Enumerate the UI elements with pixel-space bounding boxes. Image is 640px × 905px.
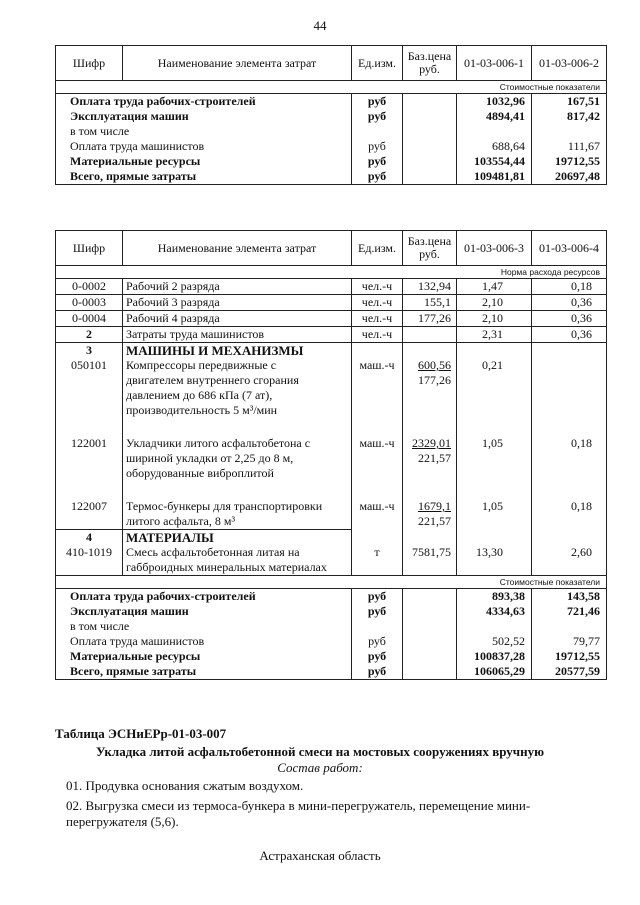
summary-value-b: 817,42: [532, 109, 607, 124]
summary-unit: руб: [352, 169, 403, 185]
machine-row: [56, 481, 607, 530]
summary-block: [56, 94, 607, 185]
header-price: Баз.цена руб.: [403, 231, 457, 266]
worker-unit: чел.-ч: [352, 295, 403, 311]
summary-row: [56, 604, 607, 619]
section-name: МАШИНЫ И МЕХАНИЗМЫ: [123, 343, 352, 359]
worker-name: Рабочий 2 разряда: [123, 279, 352, 295]
worker-value-a: 2,10: [457, 295, 532, 311]
machine-value-b: [532, 358, 607, 418]
machine-price-total: 600,56: [418, 358, 451, 372]
section-code: 4: [56, 530, 123, 546]
summary-label: в том числе: [56, 124, 352, 139]
cost-table-2: [55, 230, 607, 680]
summary-row: [56, 154, 607, 169]
material-unit: т: [352, 545, 403, 576]
machine-name: Термос-бункеры для транспортировки литого асфальта, 8 м³: [123, 481, 352, 530]
summary-label: в том числе: [56, 619, 352, 634]
summary-value-b: 111,67: [532, 139, 607, 154]
machine-code: 050101: [56, 358, 123, 418]
summary-price: [403, 139, 457, 154]
machine-value-a: 1,05: [457, 481, 532, 530]
summary-row: [56, 664, 607, 680]
works-label: Состав работ:: [277, 760, 363, 775]
table-header-row: [56, 46, 607, 81]
worker-value-a: 1,47: [457, 279, 532, 295]
summary-label: Оплата труда рабочих-строителей: [56, 94, 352, 110]
summary-value-b: 20577,59: [532, 664, 607, 680]
summary-value-b: [532, 124, 607, 139]
summary-label: Материальные ресурсы: [56, 154, 352, 169]
subheader-norm: Норма расхода ресурсов: [56, 266, 607, 279]
worker-unit: чел.-ч: [352, 279, 403, 295]
machine-price-labor: 221,57: [418, 514, 451, 528]
subheader-row: [56, 266, 607, 279]
subheader-row: [56, 81, 607, 94]
machine-name: Укладчики литого асфальтобетона с шириной укладки от 2,25 до 8 м, оборудованные виброплитой: [123, 418, 352, 481]
summary-unit: руб: [352, 604, 403, 619]
section-name: МАТЕРИАЛЫ: [123, 530, 352, 546]
summary-price: [403, 604, 457, 619]
worker-row: [56, 279, 607, 295]
summary-row: [56, 94, 607, 110]
header-col-b: 01-03-006-4: [532, 231, 607, 266]
section-code: 2: [56, 327, 123, 343]
material-price: 7581,75: [403, 545, 457, 576]
machine-code: 122001: [56, 418, 123, 481]
summary-label: Оплата труда машинистов: [56, 634, 352, 649]
summary-unit: руб: [352, 634, 403, 649]
header-col-b: 01-03-006-2: [532, 46, 607, 81]
header-price: Баз.цена руб.: [403, 46, 457, 81]
machine-price-labor: 177,26: [418, 373, 451, 387]
summary-label: Эксплуатация машин: [56, 604, 352, 619]
summary-price: [403, 169, 457, 185]
summary-row: [56, 124, 607, 139]
machine-value-a: 1,05: [457, 418, 532, 481]
summary-unit: руб: [352, 139, 403, 154]
section-code: 3: [56, 343, 123, 359]
summary-price: [403, 619, 457, 634]
summary-label: Материальные ресурсы: [56, 649, 352, 664]
table-header-row: [56, 231, 607, 266]
page-number: 44: [313, 18, 327, 33]
summary-value-b: 79,77: [532, 634, 607, 649]
machine-value-a: 0,21: [457, 358, 532, 418]
material-name: Смесь асфальтобетонная литая на габброидных минеральных материалах: [123, 545, 352, 576]
summary-value-a: 100837,28: [457, 649, 532, 664]
machine-row: [56, 418, 607, 481]
section-value-b: 0,36: [532, 327, 607, 343]
header-code: Шифр: [56, 46, 123, 81]
table-subtitle: Укладка литой асфальтобетонной смеси на мостовых сооружениях вручную: [95, 744, 545, 759]
worker-row: [56, 295, 607, 311]
material-row: [56, 545, 607, 576]
material-code: 410-1019: [56, 545, 123, 576]
summary-unit: руб: [352, 589, 403, 605]
section-unit: чел.-ч: [352, 327, 403, 343]
summary-unit: руб: [352, 649, 403, 664]
section-row: [56, 530, 607, 546]
summary-row: [56, 634, 607, 649]
summary-unit: [352, 619, 403, 634]
summary-unit: руб: [352, 109, 403, 124]
section-value-a: 2,31: [457, 327, 532, 343]
summary-row: [56, 589, 607, 605]
subheader-cost: Стоимостные показатели: [56, 81, 607, 94]
summary-value-a: [457, 619, 532, 634]
machine-unit: маш.-ч: [352, 418, 403, 481]
summary-price: [403, 124, 457, 139]
table-title: Таблица ЭСНиЕРр-01-03-007: [55, 726, 227, 741]
summary-label: Эксплуатация машин: [56, 109, 352, 124]
machine-unit: маш.-ч: [352, 358, 403, 418]
summary-price: [403, 154, 457, 169]
summary-label: Оплата труда машинистов: [56, 139, 352, 154]
worker-code: 0-0003: [56, 295, 123, 311]
summary-value-b: 167,51: [532, 94, 607, 110]
summary-value-b: [532, 619, 607, 634]
summary-value-a: 688,64: [457, 139, 532, 154]
machine-value-b: 0,18: [532, 418, 607, 481]
cost-table-1: [55, 45, 607, 185]
machine-price: [403, 358, 457, 418]
machine-row: [56, 358, 607, 418]
summary-price: [403, 94, 457, 110]
worker-name: Рабочий 3 разряда: [123, 295, 352, 311]
machine-code: 122007: [56, 481, 123, 530]
header-name: Наименование элемента затрат: [123, 46, 352, 81]
summary-value-a: 103554,44: [457, 154, 532, 169]
worker-code: 0-0004: [56, 311, 123, 327]
worker-value-b: 0,36: [532, 311, 607, 327]
workers-block: [56, 279, 607, 327]
summary-unit: руб: [352, 154, 403, 169]
operation-item: 02. Выгрузка смеси из термоса-бункера в мини-перегружатель, перемещение мини-перегружателя (5,6).: [66, 798, 531, 829]
summary-value-b: 19712,55: [532, 154, 607, 169]
summary-block: [56, 589, 607, 680]
summary-label: Оплата труда рабочих-строителей: [56, 589, 352, 605]
summary-value-b: 19712,55: [532, 649, 607, 664]
summary-price: [403, 649, 457, 664]
summary-value-a: 893,38: [457, 589, 532, 605]
subheader-row: [56, 576, 607, 589]
section-row: [56, 327, 607, 343]
summary-price: [403, 109, 457, 124]
worker-unit: чел.-ч: [352, 311, 403, 327]
summary-value-b: 721,46: [532, 604, 607, 619]
summary-value-a: 502,52: [457, 634, 532, 649]
material-value-b: 2,60: [532, 545, 607, 576]
worker-value-b: 0,18: [532, 279, 607, 295]
worker-code: 0-0002: [56, 279, 123, 295]
summary-value-b: 20697,48: [532, 169, 607, 185]
subheader-cost: Стоимостные показатели: [56, 576, 607, 589]
header-unit: Ед.изм.: [352, 231, 403, 266]
summary-row: [56, 139, 607, 154]
machine-price-total: 2329,01: [412, 436, 451, 450]
summary-price: [403, 664, 457, 680]
summary-price: [403, 589, 457, 605]
worker-price: 155,1: [403, 295, 457, 311]
machine-value-b: 0,18: [532, 481, 607, 530]
operation-item: 01. Продувка основания сжатым воздухом.: [66, 778, 304, 793]
header-unit: Ед.изм.: [352, 46, 403, 81]
summary-price: [403, 634, 457, 649]
summary-unit: руб: [352, 94, 403, 110]
summary-value-a: 109481,81: [457, 169, 532, 185]
summary-label: Всего, прямые затраты: [56, 169, 352, 185]
summary-value-a: [457, 124, 532, 139]
summary-row: [56, 649, 607, 664]
worker-price: 132,94: [403, 279, 457, 295]
summary-unit: руб: [352, 664, 403, 680]
summary-value-b: 143,58: [532, 589, 607, 605]
header-code: Шифр: [56, 231, 123, 266]
machines-block: [56, 358, 607, 530]
worker-price: 177,26: [403, 311, 457, 327]
worker-name: Рабочий 4 разряда: [123, 311, 352, 327]
section-row: [56, 343, 607, 359]
section-name: Затраты труда машинистов: [123, 327, 352, 343]
worker-value-a: 2,10: [457, 311, 532, 327]
summary-row: [56, 169, 607, 185]
material-value-a: 13,30: [457, 545, 532, 576]
summary-value-a: 4894,41: [457, 109, 532, 124]
summary-value-a: 106065,29: [457, 664, 532, 680]
machine-name: Компрессоры передвижные с двигателем внутреннего сгорания давлением до 686 кПа (7 ат), производительность 5 м³/мин: [123, 358, 352, 418]
header-name: Наименование элемента затрат: [123, 231, 352, 266]
summary-value-a: 4334,63: [457, 604, 532, 619]
machine-unit: маш.-ч: [352, 481, 403, 530]
header-col-a: 01-03-006-1: [457, 46, 532, 81]
machine-price: [403, 418, 457, 481]
worker-value-b: 0,36: [532, 295, 607, 311]
summary-row: [56, 619, 607, 634]
machine-price: [403, 481, 457, 530]
summary-value-a: 1032,96: [457, 94, 532, 110]
machine-price-labor: 221,57: [418, 451, 451, 465]
summary-label: Всего, прямые затраты: [56, 664, 352, 680]
machine-price-total: 1679,1: [418, 499, 451, 513]
worker-row: [56, 311, 607, 327]
summary-unit: [352, 124, 403, 139]
region-footer: Астраханская область: [259, 848, 381, 863]
header-col-a: 01-03-006-3: [457, 231, 532, 266]
summary-row: [56, 109, 607, 124]
